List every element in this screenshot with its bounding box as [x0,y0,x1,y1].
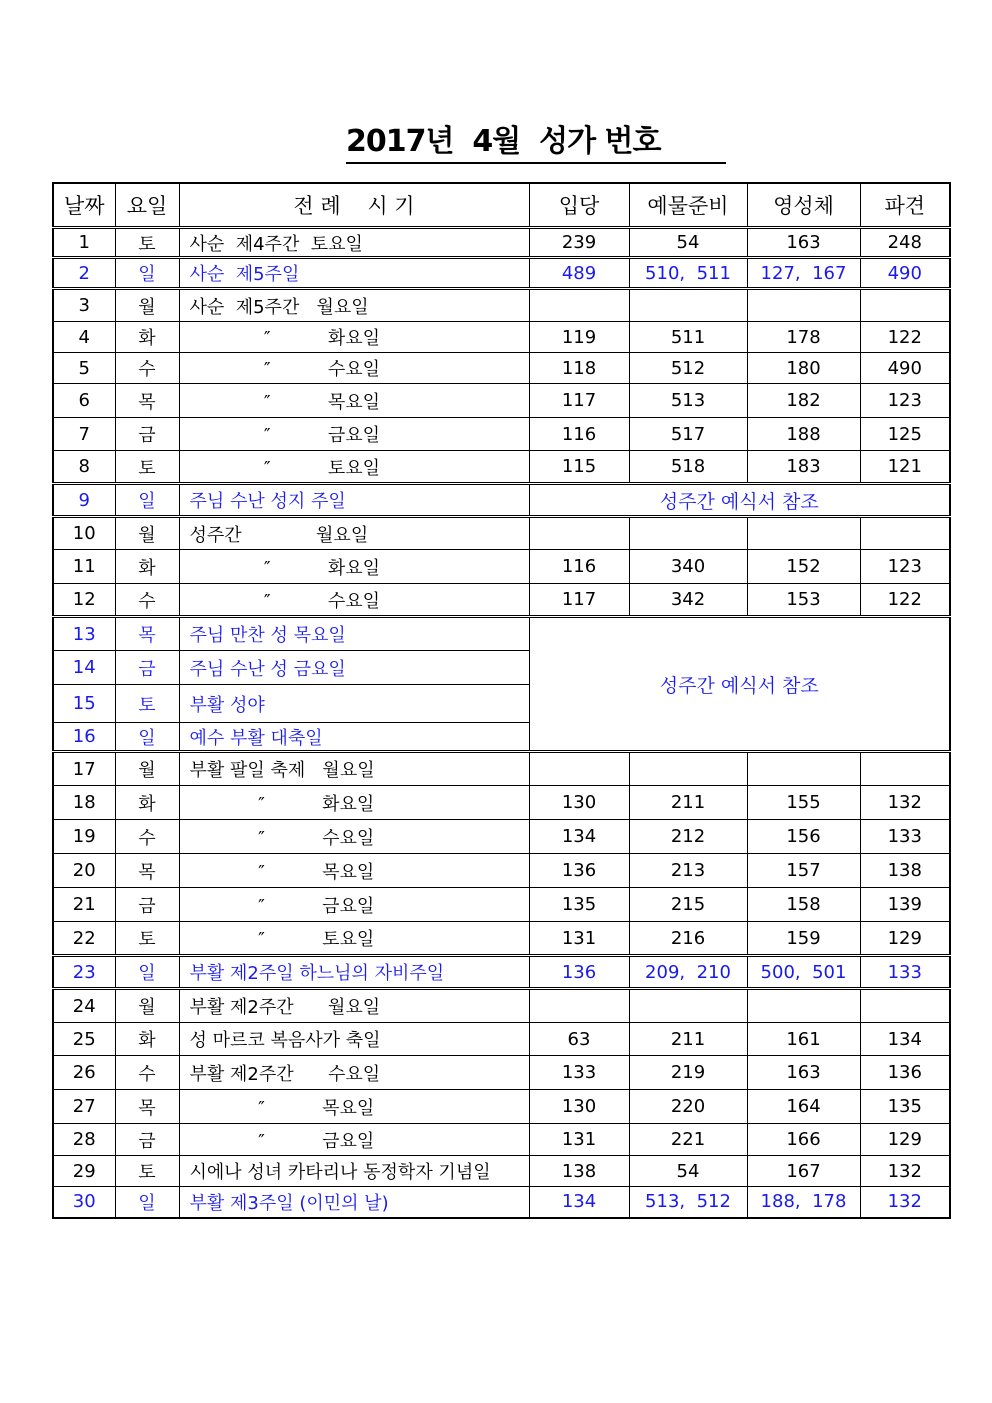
cell-date: 9 [53,484,115,517]
cell-communion: 180 [747,353,860,384]
cell-weekday: 화 [115,1023,179,1056]
cell-offertory: 517 [629,418,747,451]
cell-offertory [629,289,747,322]
cell-dismissal: 132 [860,1156,950,1187]
cell-offertory: 518 [629,451,747,484]
cell-communion: 153 [747,584,860,617]
cell-entrance: 130 [529,786,629,820]
cell-liturgical-period: ″ 목요일 [179,384,529,418]
cell-communion [747,752,860,786]
header-date: 날짜 [53,183,115,228]
cell-entrance: 116 [529,550,629,584]
cell-liturgical-period: ″ 목요일 [179,854,529,888]
cell-offertory: 510, 511 [629,258,747,289]
table-row [53,786,950,820]
table-row [53,289,950,322]
cell-offertory: 209, 210 [629,956,747,989]
cell-weekday: 목 [115,1090,179,1124]
cell-dismissal: 248 [860,228,950,258]
cell-date: 2 [53,258,115,289]
cell-liturgical-period: 부활 제2주간 수요일 [179,1056,529,1090]
cell-date: 28 [53,1124,115,1156]
cell-date: 14 [53,651,115,685]
cell-liturgical-period: ″ 수요일 [179,584,529,617]
cell-dismissal: 133 [860,820,950,854]
table-body [53,228,950,1218]
cell-offertory: 216 [629,922,747,956]
cell-dismissal: 490 [860,353,950,384]
cell-communion: 500, 501 [747,956,860,989]
cell-liturgical-period: 부활 팔일 축제 월요일 [179,752,529,786]
cell-weekday: 월 [115,752,179,786]
table-row [53,1056,950,1090]
cell-communion: 188, 178 [747,1187,860,1218]
cell-dismissal: 123 [860,550,950,584]
cell-dismissal [860,752,950,786]
cell-dismissal [860,289,950,322]
cell-entrance: 116 [529,418,629,451]
cell-offertory: 221 [629,1124,747,1156]
cell-liturgical-period: ″ 금요일 [179,418,529,451]
cell-liturgical-period: ″ 금요일 [179,888,529,922]
cell-dismissal: 125 [860,418,950,451]
cell-communion: 156 [747,820,860,854]
cell-dismissal: 123 [860,384,950,418]
cell-date: 25 [53,1023,115,1056]
cell-reference-note: 성주간 예식서 참조 [529,484,950,517]
cell-liturgical-period: ″ 화요일 [179,550,529,584]
cell-date: 30 [53,1187,115,1218]
cell-liturgical-period: 예수 부활 대축일 [179,723,529,752]
cell-weekday: 금 [115,888,179,922]
cell-weekday: 일 [115,1187,179,1218]
cell-offertory: 211 [629,786,747,820]
cell-date: 15 [53,685,115,723]
cell-communion: 167 [747,1156,860,1187]
cell-liturgical-period: 성 마르코 복음사가 축일 [179,1023,529,1056]
cell-date: 24 [53,989,115,1023]
cell-weekday: 금 [115,418,179,451]
cell-weekday: 수 [115,584,179,617]
cell-weekday: 토 [115,228,179,258]
cell-date: 27 [53,1090,115,1124]
cell-entrance: 115 [529,451,629,484]
table-row [53,888,950,922]
cell-dismissal: 134 [860,1023,950,1056]
cell-date: 4 [53,322,115,353]
cell-communion: 182 [747,384,860,418]
cell-entrance: 134 [529,1187,629,1218]
header-offertory: 예물준비 [629,183,747,228]
cell-date: 5 [53,353,115,384]
cell-liturgical-period: 주님 수난 성지 주일 [179,484,529,517]
cell-liturgical-period: 주님 수난 성 금요일 [179,651,529,685]
cell-weekday: 월 [115,989,179,1023]
cell-entrance: 130 [529,1090,629,1124]
cell-weekday: 토 [115,451,179,484]
cell-entrance: 135 [529,888,629,922]
cell-date: 3 [53,289,115,322]
cell-date: 18 [53,786,115,820]
cell-offertory: 512 [629,353,747,384]
cell-communion: 157 [747,854,860,888]
cell-date: 23 [53,956,115,989]
cell-weekday: 월 [115,517,179,550]
cell-communion: 127, 167 [747,258,860,289]
table-row [53,752,950,786]
table-row [53,820,950,854]
cell-weekday: 화 [115,322,179,353]
cell-offertory: 54 [629,1156,747,1187]
table-row [53,258,950,289]
cell-date: 19 [53,820,115,854]
cell-weekday: 화 [115,550,179,584]
table-row [53,322,950,353]
table-row [53,584,950,617]
cell-weekday: 수 [115,353,179,384]
cell-date: 12 [53,584,115,617]
cell-date: 8 [53,451,115,484]
table-row [53,517,950,550]
cell-date: 7 [53,418,115,451]
hymn-number-table [52,182,951,1219]
cell-entrance: 119 [529,322,629,353]
cell-date: 29 [53,1156,115,1187]
cell-weekday: 토 [115,1156,179,1187]
cell-liturgical-period: 주님 만찬 성 목요일 [179,617,529,651]
cell-dismissal [860,517,950,550]
cell-entrance: 136 [529,956,629,989]
table-row [53,1156,950,1187]
table-row [53,617,950,651]
cell-entrance [529,752,629,786]
cell-dismissal: 132 [860,1187,950,1218]
cell-weekday: 일 [115,723,179,752]
cell-weekday: 일 [115,956,179,989]
cell-liturgical-period: ″ 화요일 [179,322,529,353]
cell-date: 20 [53,854,115,888]
cell-dismissal: 135 [860,1090,950,1124]
cell-offertory [629,752,747,786]
cell-liturgical-period: ″ 토요일 [179,451,529,484]
cell-entrance: 489 [529,258,629,289]
cell-liturgical-period: 부활 제2주일 하느님의 자비주일 [179,956,529,989]
cell-weekday: 일 [115,484,179,517]
cell-date: 16 [53,723,115,752]
header-entrance: 입당 [529,183,629,228]
cell-liturgical-period: ″ 수요일 [179,820,529,854]
cell-liturgical-period: ″ 목요일 [179,1090,529,1124]
cell-liturgical-period: 시에나 성녀 카타리나 동정학자 기념일 [179,1156,529,1187]
cell-liturgical-period: 부활 제2주간 월요일 [179,989,529,1023]
cell-liturgical-period: 성주간 월요일 [179,517,529,550]
cell-communion: 163 [747,228,860,258]
cell-dismissal: 139 [860,888,950,922]
cell-date: 11 [53,550,115,584]
cell-date: 10 [53,517,115,550]
table-row [53,1187,950,1218]
cell-offertory: 212 [629,820,747,854]
table-row [53,353,950,384]
table-row [53,1090,950,1124]
cell-weekday: 수 [115,820,179,854]
cell-dismissal: 129 [860,1124,950,1156]
cell-weekday: 금 [115,1124,179,1156]
cell-entrance: 63 [529,1023,629,1056]
cell-liturgical-period: 사순 제5주간 월요일 [179,289,529,322]
header-row [53,183,950,228]
cell-offertory: 54 [629,228,747,258]
header-weekday: 요일 [115,183,179,228]
cell-communion: 158 [747,888,860,922]
cell-offertory: 213 [629,854,747,888]
cell-entrance: 134 [529,820,629,854]
cell-offertory: 342 [629,584,747,617]
cell-liturgical-period: ″ 금요일 [179,1124,529,1156]
table-row [53,1023,950,1056]
cell-entrance [529,989,629,1023]
table-row [53,418,950,451]
header-dismissal: 파견 [860,183,950,228]
table-row [53,1124,950,1156]
cell-date: 17 [53,752,115,786]
cell-dismissal: 122 [860,584,950,617]
cell-liturgical-period: ″ 화요일 [179,786,529,820]
cell-communion: 152 [747,550,860,584]
table-row [53,854,950,888]
cell-date: 6 [53,384,115,418]
cell-offertory: 513 [629,384,747,418]
cell-weekday: 일 [115,258,179,289]
cell-offertory: 511 [629,322,747,353]
table-row [53,956,950,989]
cell-offertory: 211 [629,1023,747,1056]
cell-offertory [629,517,747,550]
header-liturgical-season: 전 례 시 기 [179,183,529,228]
cell-entrance: 133 [529,1056,629,1090]
cell-liturgical-period: 부활 성야 [179,685,529,723]
table-row [53,228,950,258]
header-communion: 영성체 [747,183,860,228]
cell-date: 13 [53,617,115,651]
table-row [53,384,950,418]
cell-date: 26 [53,1056,115,1090]
cell-offertory: 220 [629,1090,747,1124]
table-row [53,989,950,1023]
cell-dismissal: 129 [860,922,950,956]
cell-communion [747,989,860,1023]
cell-communion: 164 [747,1090,860,1124]
page-title: 2017년 4월 성가 번호 [346,122,726,164]
cell-entrance: 131 [529,1124,629,1156]
cell-dismissal: 121 [860,451,950,484]
cell-date: 22 [53,922,115,956]
cell-communion: 155 [747,786,860,820]
cell-offertory: 513, 512 [629,1187,747,1218]
cell-date: 1 [53,228,115,258]
cell-weekday: 목 [115,854,179,888]
cell-weekday: 토 [115,685,179,723]
cell-communion: 163 [747,1056,860,1090]
cell-entrance: 138 [529,1156,629,1187]
cell-communion: 183 [747,451,860,484]
cell-entrance: 239 [529,228,629,258]
cell-communion [747,517,860,550]
cell-date: 21 [53,888,115,922]
cell-communion: 166 [747,1124,860,1156]
cell-liturgical-period: ″ 수요일 [179,353,529,384]
cell-dismissal: 136 [860,1056,950,1090]
cell-weekday: 목 [115,384,179,418]
cell-weekday: 수 [115,1056,179,1090]
cell-dismissal: 490 [860,258,950,289]
cell-entrance: 118 [529,353,629,384]
cell-liturgical-period: 사순 제4주간 토요일 [179,228,529,258]
cell-liturgical-period: 부활 제3주일 (이민의 날) [179,1187,529,1218]
cell-communion: 161 [747,1023,860,1056]
cell-reference-note: 성주간 예식서 참조 [529,617,950,752]
cell-liturgical-period: 사순 제5주일 [179,258,529,289]
cell-weekday: 토 [115,922,179,956]
cell-communion: 159 [747,922,860,956]
cell-dismissal: 132 [860,786,950,820]
cell-entrance: 117 [529,584,629,617]
cell-dismissal [860,989,950,1023]
cell-weekday: 목 [115,617,179,651]
cell-communion: 178 [747,322,860,353]
cell-communion [747,289,860,322]
table-row [53,922,950,956]
cell-communion: 188 [747,418,860,451]
cell-offertory: 340 [629,550,747,584]
cell-dismissal: 122 [860,322,950,353]
cell-dismissal: 138 [860,854,950,888]
cell-offertory: 215 [629,888,747,922]
cell-weekday: 금 [115,651,179,685]
table-row [53,550,950,584]
cell-entrance [529,289,629,322]
cell-liturgical-period: ″ 토요일 [179,922,529,956]
cell-offertory: 219 [629,1056,747,1090]
cell-entrance: 131 [529,922,629,956]
cell-entrance: 136 [529,854,629,888]
cell-offertory [629,989,747,1023]
cell-weekday: 화 [115,786,179,820]
cell-weekday: 월 [115,289,179,322]
table-row [53,451,950,484]
table-row [53,484,950,517]
cell-dismissal: 133 [860,956,950,989]
cell-entrance [529,517,629,550]
cell-entrance: 117 [529,384,629,418]
